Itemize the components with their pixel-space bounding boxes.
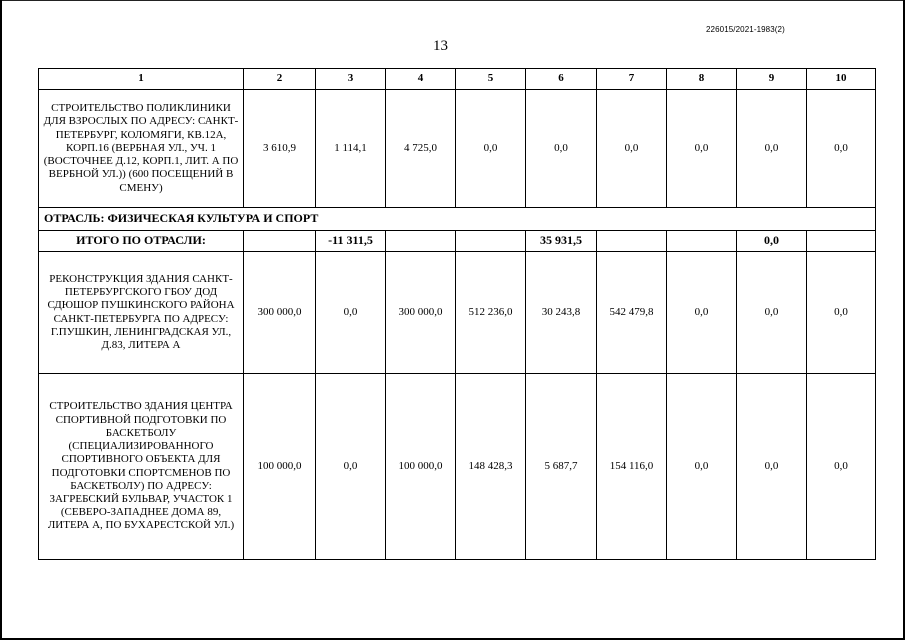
value-cell: 0,0 — [737, 90, 807, 208]
table-row — [39, 374, 876, 560]
value-cell: 0,0 — [597, 90, 667, 208]
budget-table — [38, 68, 876, 560]
value-cell: 0,0 — [667, 252, 737, 374]
value-cell: 0,0 — [807, 374, 876, 560]
scan-border-top — [0, 0, 905, 1]
value-cell: 100 000,0 — [244, 374, 316, 560]
value-cell: 154 116,0 — [597, 374, 667, 560]
value-cell: 148 428,3 — [456, 374, 526, 560]
table-row — [39, 252, 876, 374]
value-cell — [386, 231, 456, 252]
value-cell: 0,0 — [456, 90, 526, 208]
value-cell: 0,0 — [316, 252, 386, 374]
value-cell — [667, 231, 737, 252]
value-cell: 542 479,8 — [597, 252, 667, 374]
value-cell — [597, 231, 667, 252]
value-cell: 300 000,0 — [244, 252, 316, 374]
value-cell: 0,0 — [667, 374, 737, 560]
value-cell: 0,0 — [807, 252, 876, 374]
table-row — [39, 90, 876, 208]
value-cell: 0,0 — [807, 90, 876, 208]
column-header: 7 — [597, 69, 667, 90]
page-number: 13 — [433, 38, 448, 54]
value-cell — [244, 231, 316, 252]
value-cell: 30 243,8 — [526, 252, 597, 374]
sector-heading: ОТРАСЛЬ: ФИЗИЧЕСКАЯ КУЛЬТУРА И СПОРТ — [39, 208, 876, 231]
value-cell: 512 236,0 — [456, 252, 526, 374]
object-name-cell: РЕКОНСТРУКЦИЯ ЗДАНИЯ САНКТ-ПЕТЕРБУРГСКОГО ГБОУ ДОД СДЮШОР ПУШКИНСКОГО РАЙОНА САНКТ-ПЕТЕРБУРГА ПО АДРЕСУ: Г.ПУШКИН, ЛЕНИНГРАДСКАЯ УЛ., Д.83, ЛИТЕРА А — [39, 252, 244, 374]
column-header: 5 — [456, 69, 526, 90]
value-cell: 300 000,0 — [386, 252, 456, 374]
scan-border-left — [0, 0, 2, 640]
column-header: 6 — [526, 69, 597, 90]
sector-total-row — [39, 231, 876, 252]
value-cell — [456, 231, 526, 252]
column-header: 9 — [737, 69, 807, 90]
value-cell: 0,0 — [316, 374, 386, 560]
column-header: 2 — [244, 69, 316, 90]
value-cell: 35 931,5 — [526, 231, 597, 252]
value-cell: 0,0 — [526, 90, 597, 208]
value-cell — [807, 231, 876, 252]
column-header: 10 — [807, 69, 876, 90]
column-header: 4 — [386, 69, 456, 90]
value-cell: 0,0 — [737, 231, 807, 252]
value-cell: 0,0 — [667, 90, 737, 208]
value-cell: 4 725,0 — [386, 90, 456, 208]
sector-row — [39, 208, 876, 231]
column-header: 1 — [39, 69, 244, 90]
value-cell: 3 610,9 — [244, 90, 316, 208]
value-cell: 100 000,0 — [386, 374, 456, 560]
document-number: 226015/2021-1983(2) — [706, 25, 785, 34]
object-name-cell: СТРОИТЕЛЬСТВО ПОЛИКЛИНИКИ ДЛЯ ВЗРОСЛЫХ ПО АДРЕСУ: САНКТ-ПЕТЕРБУРГ, КОЛОМЯГИ, КВ.12А, КОРП.16 (ВЕРБНАЯ УЛ., УЧ. 1 (ВОСТОЧНЕЕ Д.12, КОРП.1, ЛИТ. А ПО ВЕРБНОЙ УЛ.)) (600 ПОСЕЩЕНИЙ В СМЕНУ) — [39, 90, 244, 208]
table-header-row — [39, 69, 876, 90]
value-cell: 0,0 — [737, 252, 807, 374]
column-header: 8 — [667, 69, 737, 90]
value-cell: 5 687,7 — [526, 374, 597, 560]
total-label-cell: ИТОГО ПО ОТРАСЛИ: — [39, 231, 244, 252]
object-name-cell: СТРОИТЕЛЬСТВО ЗДАНИЯ ЦЕНТРА СПОРТИВНОЙ ПОДГОТОВКИ ПО БАСКЕТБОЛУ (СПЕЦИАЛИЗИРОВАННОГО СПОРТИВНОГО ОБЪЕКТА ДЛЯ ПОДГОТОВКИ СПОРТСМЕНОВ ПО БАСКЕТБОЛУ) ПО АДРЕСУ: ЗАГРЕБСКИЙ БУЛЬВАР, УЧАСТОК 1 (СЕВЕРО-ЗАПАДНЕЕ ДОМА 89, ЛИТЕРА А, ПО БУХАРЕСТСКОЙ УЛ.) — [39, 374, 244, 560]
value-cell: 0,0 — [737, 374, 807, 560]
value-cell: -11 311,5 — [316, 231, 386, 252]
value-cell: 1 114,1 — [316, 90, 386, 208]
column-header: 3 — [316, 69, 386, 90]
